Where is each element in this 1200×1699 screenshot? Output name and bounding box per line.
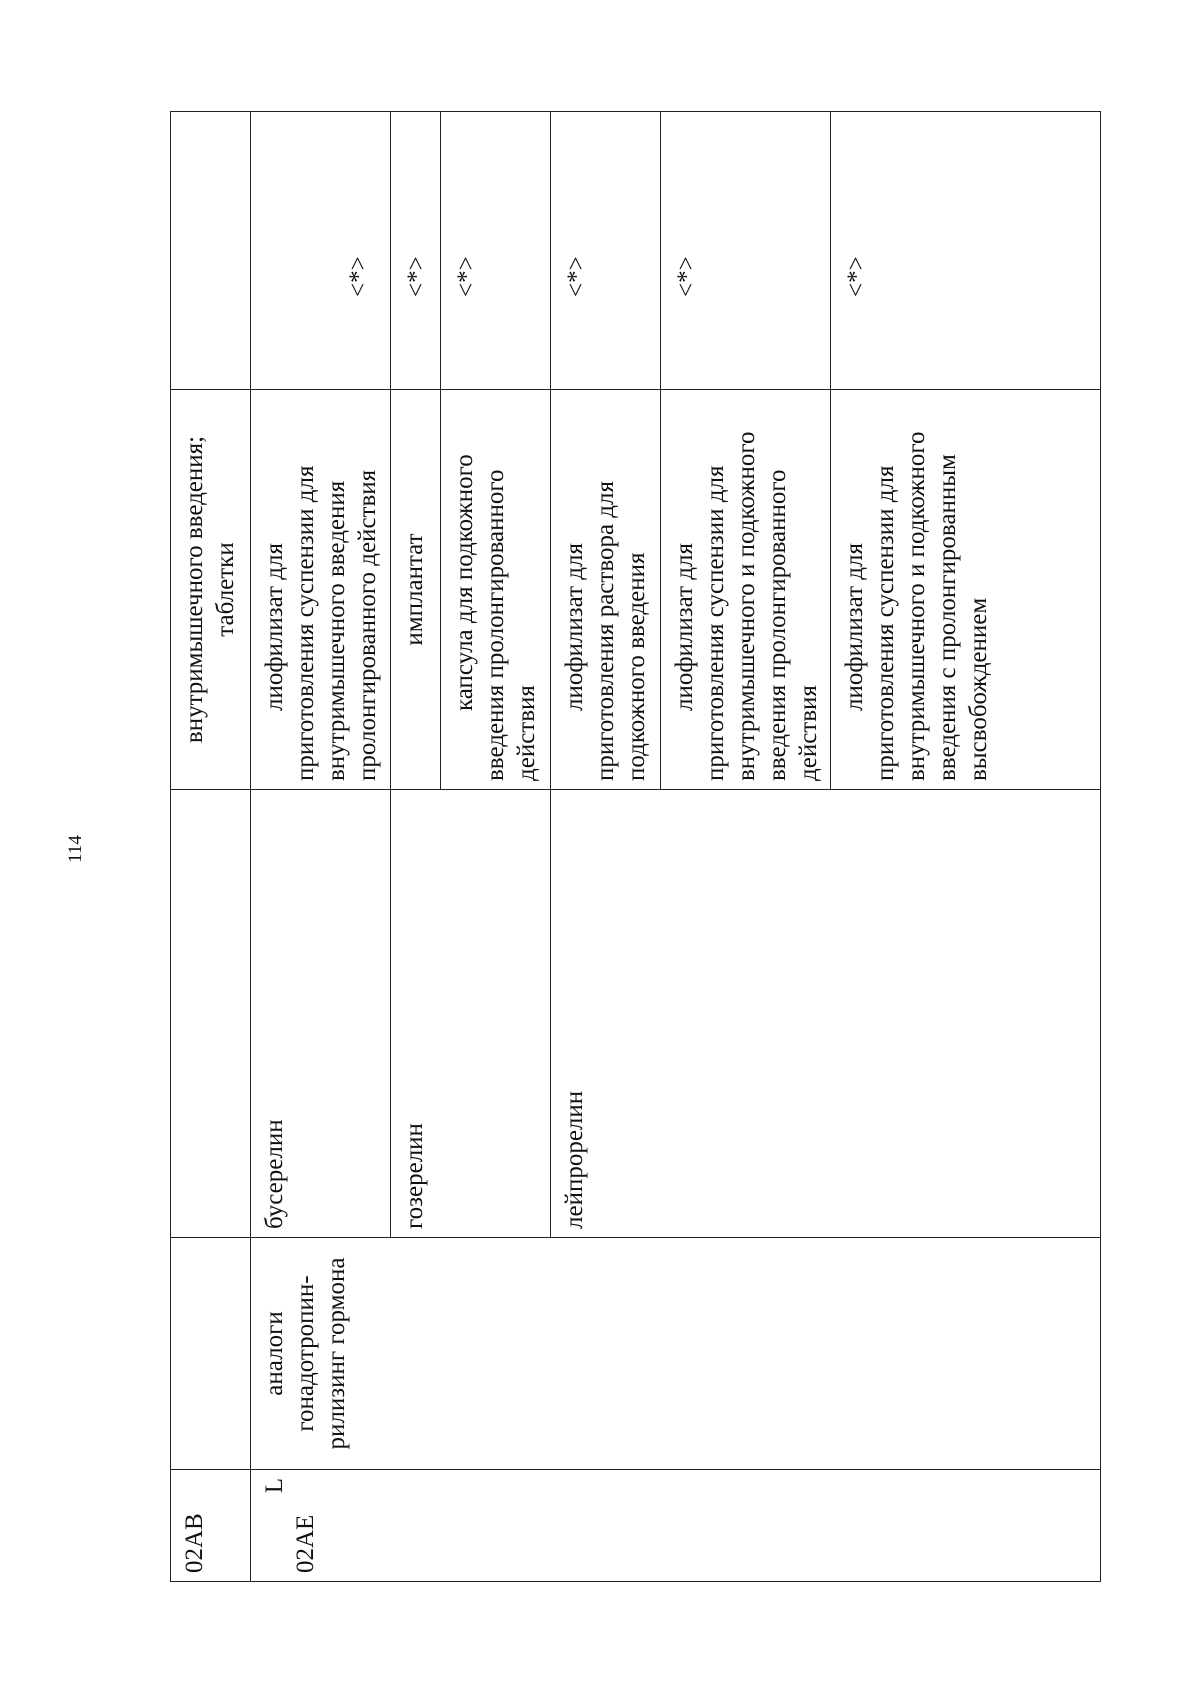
form-cell: капсула для подкожного введения пролонгированного действия [441, 390, 551, 790]
group-cell: аналоги гонадотропин-рилизинг гормона [251, 1238, 1101, 1470]
form-cell: лиофилизат для приготовления суспензии для внутримышечного введения пролонгированного действия [251, 390, 391, 790]
form-cell: лиофилизат для приготовления суспензии для внутримышечного и подкожного введения пролонгированного действия [661, 390, 831, 790]
rotated-table-wrapper [170, 112, 1100, 1582]
drug-cell: гозерелин [391, 790, 551, 1238]
table-row [171, 112, 251, 1582]
code-cell [251, 1470, 1101, 1582]
note-cell: <*> [661, 112, 831, 390]
drug-table [170, 111, 1101, 1582]
note-cell: <*> [551, 112, 661, 390]
code-line-1: L [261, 1478, 288, 1494]
form-cell: внутримышечного введения; таблетки [171, 390, 251, 790]
group-cell [171, 1238, 251, 1470]
note-cell: <*> [251, 112, 391, 390]
note-cell [171, 112, 251, 390]
code-cell: 02АВ [171, 1470, 251, 1582]
table-row [251, 112, 391, 1582]
drug-cell: лейпрорелин [551, 790, 1101, 1238]
table-frame [170, 112, 1100, 1582]
note-cell: <*> [391, 112, 441, 390]
code-line-2: 02АЕ [292, 1514, 319, 1573]
page-number: 114 [64, 835, 86, 863]
drug-cell [171, 790, 251, 1238]
form-cell: лиофилизат для приготовления раствора для подкожного введения [551, 390, 661, 790]
form-cell: лиофилизат для приготовления суспензии для внутримышечного и подкожного введения с пролонгированным высвобождением [831, 390, 1101, 790]
note-cell: <*> [441, 112, 551, 390]
note-cell: <*> [831, 112, 1101, 390]
form-cell: имплантат [391, 390, 441, 790]
drug-cell: бусерелин [251, 790, 391, 1238]
